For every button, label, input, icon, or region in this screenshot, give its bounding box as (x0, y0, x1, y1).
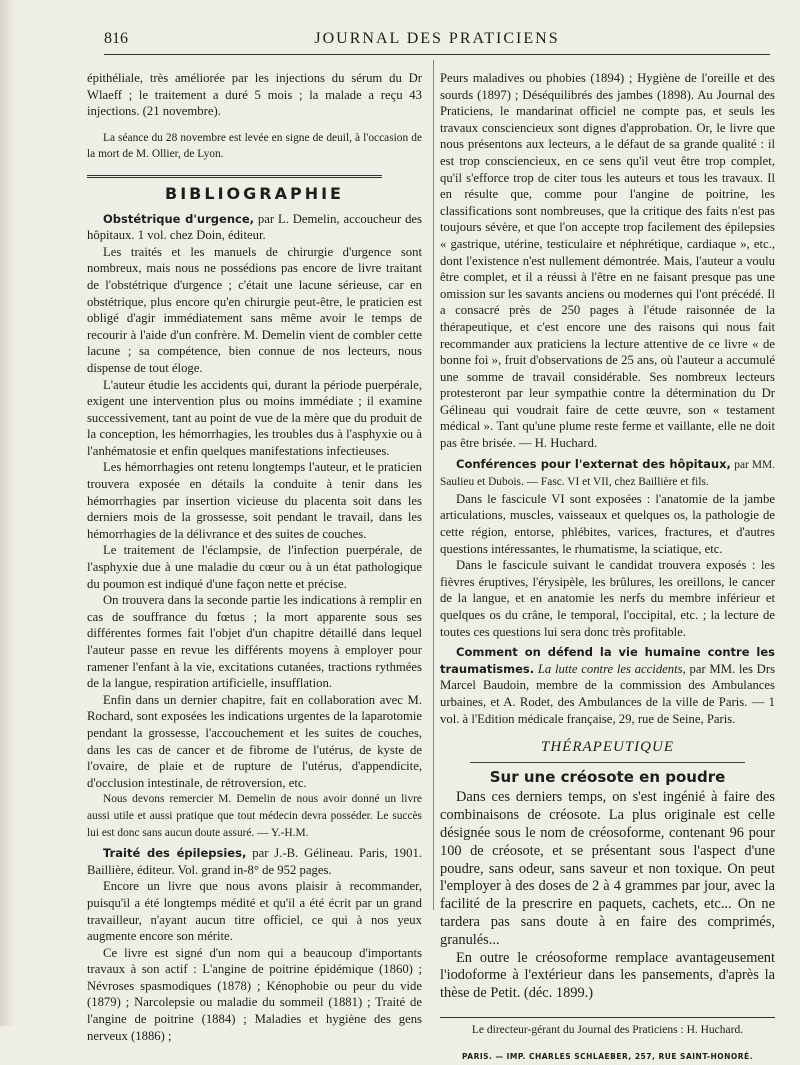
entry-rest: par MM. les Drs Marcel Baudoin, membre de la commission des Ambulances urbaines, et A. Rodet, des Ambulances de la ville de Paris. — 1 vol. à l'Edition médicale française, 29, rue de Seine, Paris. (440, 662, 775, 726)
paragraph: On trouvera dans la seconde partie les indications à remplir en cas de souffrance du fœtus ; la mort apparente sous ses différentes formes fait l'objet d'un chapitre détaillé dans lequel l'auteur passe en revue les différents moyens à employer pour ramener l'enfant à la vie, excitations cutanées, tractions rythmées de la langue, respiration artificielle, insufflation. (87, 592, 422, 692)
footer-rule (440, 1017, 775, 1018)
imprint-line: PARIS. — IMP. CHARLES SCHLAEBER, 257, RUE SAINT-HONORÉ. (440, 1049, 775, 1065)
header-rule (104, 54, 770, 55)
paragraph: Enfin dans un dernier chapitre, fait en collaboration avec M. Rochard, sont exposées les indications urgentes de la laparotomie pendant la grossesse, l'accouchement et les suites de couches, dans les cas de cancer et de fibrome de l'utérus, de kyste de l'ovaire, de plaie et de rupture de l'utérus, d'appendicite, d'occlusion intestinale, de rétroversion, etc. (87, 692, 422, 792)
paragraph: Les traités et les manuels de chirurgie d'urgence sont nombreux, mais nous ne possédions pas encore de livre traitant de l'obstétrique d'urgence ; c'était une lacune sérieuse, car en obstétrique, plus encore qu'en chirurgie peut-être, le praticien est obligé d'agir immédiatement sans même avoir le temps de recourir à l'aide d'un confrère. M. Demelin vient de combler cette lacune ; sa compétence, bien connue de nos lecteurs, nous dispense de tout éloge. (87, 244, 422, 377)
paragraph: L'auteur étudie les accidents qui, durant la période puerpérale, exigent une intervention plus ou moins immédiate ; il examine successivement, tant au point de vue de la mère que du produit de la conception, les hémorrhagies, les troubles dus à l'asphyxie ou à l'anhématosie et enfin quelques manifestations infectieuses. (87, 377, 422, 460)
entry-conferences (440, 456, 775, 491)
paragraph: Dans ces derniers temps, on s'est ingénié à faire des combinaisons de créosote. La plus originale est celle désignée sous le nom de créosoforme, contenant 96 pour 100 de créosote, et se présentant sous l'aspect d'une poudre, sans odeur, sans saveur et non toxique. On peut l'employer à des doses de 2 à 4 grammes par jour, avec la facilité de la prescrire en paquets, cachets, etc... On ne tardera pas sans doute à en faire des comprimés, granulés... (440, 789, 775, 949)
opening-paragraph: épithéliale, très améliorée par les injections du sérum du Dr Wlaeff ; le traitement a duré 5 mois ; la malade a reçu 43 injections. (21 novembre). (87, 70, 422, 120)
paragraph: Dans le fascicule VI sont exposées : l'anatomie de la jambe articulations, muscles, vaisseaux et quelques os, la pathologie de cette région, entorse, phlébites, varices, fractures, et d'autres questions intéressantes, le rhumatisme, la sciatique, etc. (440, 491, 775, 557)
entry-rest: par J.-B. Gélineau. Paris, 1901. Baillière, éditeur. Vol. grand in-8° de 952 pages. (87, 846, 422, 877)
page-header (104, 30, 770, 54)
page-number: 816 (104, 30, 128, 48)
entry-rest: par MM. Saulieu et Dubois. — Fasc. VI et VII, chez Baillière et fils. (440, 459, 775, 489)
paragraph: Dans le fascicule suivant le candidat trouvera exposés : les fièvres éruptives, l'érysipèle, les brûlures, les oreillons, le cancer de la langue, et en anatomie les nerfs du membre inférieur et quelques os du crâne, le temporal, l'occipital, etc. ; la lecture de toutes ces questions lui sera donc très profitable. (440, 557, 775, 640)
section-rule (87, 175, 382, 178)
entry-rest: par L. Demelin, accoucheur des hôpitaux. 1 vol. chez Doin, éditeur. (87, 212, 422, 243)
left-column (87, 70, 422, 1044)
paragraph: Nous devons remercier M. Demelin de nous avoir donné un livre aussi utile et aussi pratique que tout médecin devra posséder. Le succès lui est donc sans aucun doute assuré. — Y.-H.M. (87, 791, 422, 841)
paragraph: Les hémorrhagies ont retenu longtemps l'auteur, et le praticien trouvera exposée en détails la conduite à tenir dans les hémorrhagies par insertion vicieuse du placenta soit dans les derniers mois de la grossesse, soit pendant le travail, dans les hémorrhagies de la délivrance et des suites de couches. (87, 459, 422, 542)
journal-title: JOURNAL DES PRATICIENS (104, 30, 770, 48)
entry-title: Comment on défend la vie humaine contre les traumatismes. (440, 645, 775, 676)
entry-traumatismes (440, 644, 775, 727)
therapeutique-heading: THÉRAPEUTIQUE (440, 739, 775, 756)
paragraph: Le traitement de l'éclampsie, de l'infection puerpérale, de l'asphyxie due à une maladie du cœur ou à un état pathologique du poumon est indiqué d'une façon nette et précise. (87, 542, 422, 592)
entry-epilepsies (87, 845, 422, 878)
seance-paragraph: La séance du 28 novembre est levée en signe de deuil, à l'occasion de la mort de M. Ollier, de Lyon. (87, 130, 422, 163)
entry-title: Obstétrique d'urgence, (103, 212, 254, 226)
entry-title: Traité des épilepsies, (103, 846, 246, 860)
director-line: Le directeur-gérant du Journal des Praticiens : H. Huchard. (440, 1022, 775, 1039)
continued-paragraph: Peurs maladives ou phobies (1894) ; Hygiène de l'oreille et des sourds (1897) ; Déséquilibrés des jambes (1898). Au Journal des Praticiens, le mandarinat officiel ne compte pas, et seuls les travaux consciencieux sont dignes d'approbation. Or, le livre que nous présentons aux lecteurs, a le défaut de sa grande qualité : il est trop consciencieux, en ce sens qu'il veut être trop complet, qu'il s'efforce trop de citer tous les auteurs et tous les travaux. Il en résulte que, comme pour l'angine de poitrine, les classifications sont nombreuses, que la critique des faits n'est pas toujours sévère, et que l'on accepte trop facilement des épilepsies « gastrique, utérine, testiculaire et néphrétique, cardiaque », etc., dont l'existence n'est nullement démontrée. Mais, l'auteur a voulu être complet, et il a réussi à l'être en ne faisant presque pas une omission sur les savants anciens ou modernes qui l'ont précédé. Il a consacré près de 250 pages à l'étude raisonnée de la thérapeutique, et c'est encore une des raisons qui nous fait recommander aux praticiens la lecture attentive de ce livre « de bonne foi », fruit d'observations de 25 ans, où l'auteur a accumulé une somme de travail considérable. Ses nombreux lecteurs protesteront par leur sympathie contre la détermination du Dr Gélineau qui voudrait faire de cette œuvre, son « testament médical ». Tant qu'une plume reste ferme et vaillante, elle ne doit pas être brisée. — H. Huchard. (440, 70, 775, 452)
paragraph: Ce livre est signé d'un nom qui a beaucoup d'importants travaux à son actif : L'angine de poitrine épidémique (1860) ; Névroses spasmodiques (1878) ; Kénophobie ou peur du vide (1879) ; Narcolepsie ou maladie du sommeil (1881) ; Traité de l'angine de poitrine (1884) ; Maladies et hygiène des gens nerveux (1886) ; (87, 945, 422, 1045)
column-divider (433, 60, 434, 910)
page-edge-shadow (0, 0, 16, 1026)
section-rule (470, 762, 745, 763)
bibliographie-heading: BIBLIOGRAPHIE (87, 186, 422, 203)
entry-italic: La lutte contre les accidents, (538, 662, 686, 676)
right-column (440, 70, 775, 1065)
article-title: Sur une créosote en poudre (440, 769, 775, 786)
paragraph: Encore un livre que nous avons plaisir à recommander, puisqu'il a été longtemps médité et qu'il a été écrit par un grand travailleur, n'ayant aucun titre officiel, ce qui à nos yeux augmente encore son mérite. (87, 878, 422, 944)
entry-title: Conférences pour l'externat des hôpitaux, (456, 457, 731, 471)
paragraph: En outre le créosoforme remplace avantageusement l'iodoforme à l'extérieur dans les pansements, d'après la thèse de Petit. (déc. 1899.) (440, 950, 775, 1003)
entry-obstetrique (87, 211, 422, 244)
